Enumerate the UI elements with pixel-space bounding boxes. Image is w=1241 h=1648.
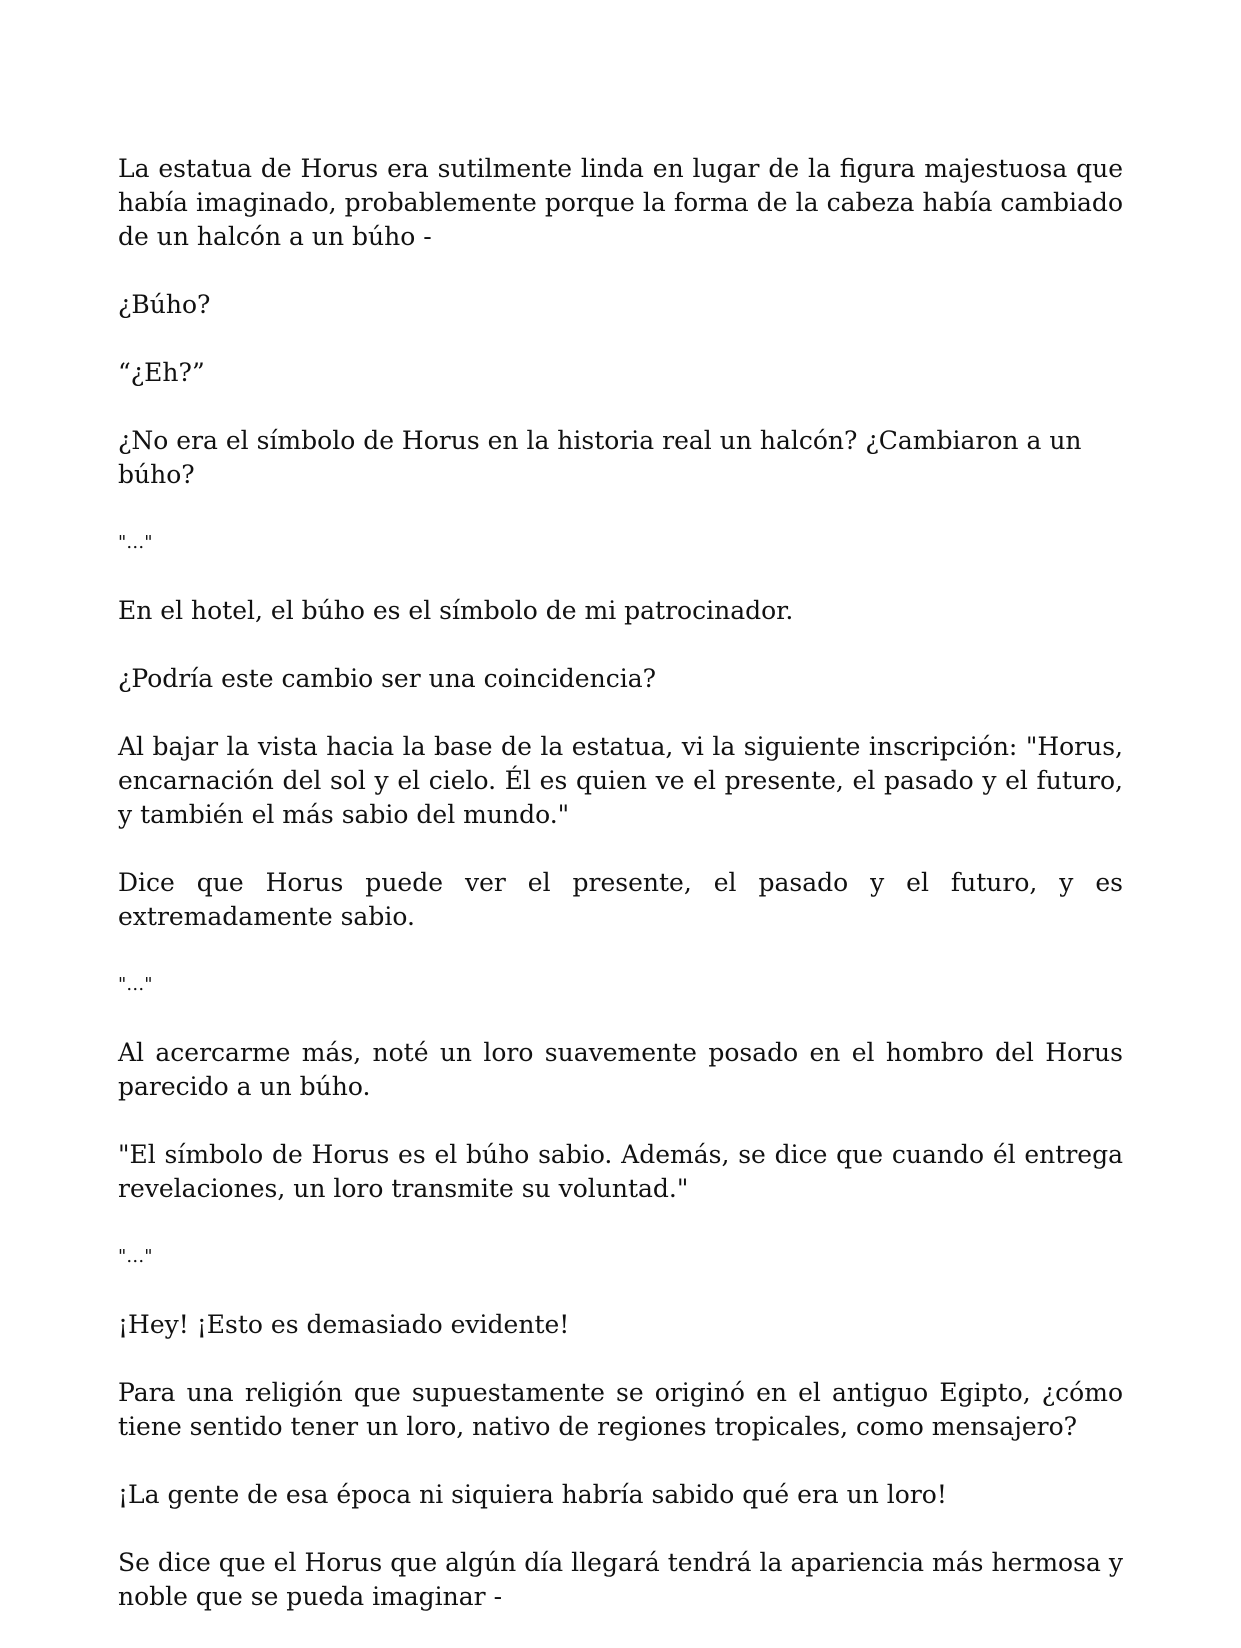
paragraph-hotel-sponsor: En el hotel, el búho es el símbolo de mi patrocinador. [118,596,794,625]
paragraph-coincidence: ¿Podría este cambio ser una coincidencia? [118,664,657,693]
paragraph-people-parrot: ¡La gente de esa época ni siquiera habría sabido qué era un loro! [118,1480,947,1509]
paragraph-statue-description: La estatua de Horus era sutilmente linda en lugar de la figura majestuosa que había imaginado, probablemente porque la forma de la cabeza había cambiado de un halcón a un búho - [118,154,1123,251]
document-body [118,152,1123,1648]
paragraph-horus-arrival: Se dice que el Horus que algún día llegará tendrá la apariencia más hermosa y noble que se pueda imaginar - [118,1548,1123,1611]
paragraph-religion-egypt: Para una religión que supuestamente se originó en el antiguo Egipto, ¿cómo tiene sentido tener un loro, nativo de regiones tropicales, como mensajero? [118,1378,1123,1441]
paragraph-ellipsis-3: "…" [118,1246,153,1267]
paragraph-horus-wise: Dice que Horus puede ver el presente, el pasado y el futuro, y es extremadamente sabio. [118,868,1123,931]
paragraph-hey-evident: ¡Hey! ¡Esto es demasiado evidente! [118,1310,570,1339]
paragraph-symbol-quote: "El símbolo de Horus es el búho sabio. Además, se dice que cuando él entrega revelaciones, un loro transmite su voluntad." [118,1140,1123,1203]
paragraph-eh: “¿Eh?” [118,358,205,387]
paragraph-inscription: Al bajar la vista hacia la base de la estatua, vi la siguiente inscripción: "Horus, encarnación del sol y el cielo. Él es quien ve el presente, el pasado y el futuro, y también el más sabio del mundo." [118,732,1123,829]
paragraph-falcon-question: ¿No era el símbolo de Horus en la historia real un halcón? ¿Cambiaron a un búho? [118,426,1082,489]
paragraph-ellipsis-2: "…" [118,974,153,995]
paragraph-parrot-shoulder: Al acercarme más, noté un loro suavemente posado en el hombro del Horus parecido a un búho. [118,1038,1123,1101]
paragraph-owl-question: ¿Búho? [118,290,211,319]
paragraph-ellipsis-1: "…" [118,532,153,553]
